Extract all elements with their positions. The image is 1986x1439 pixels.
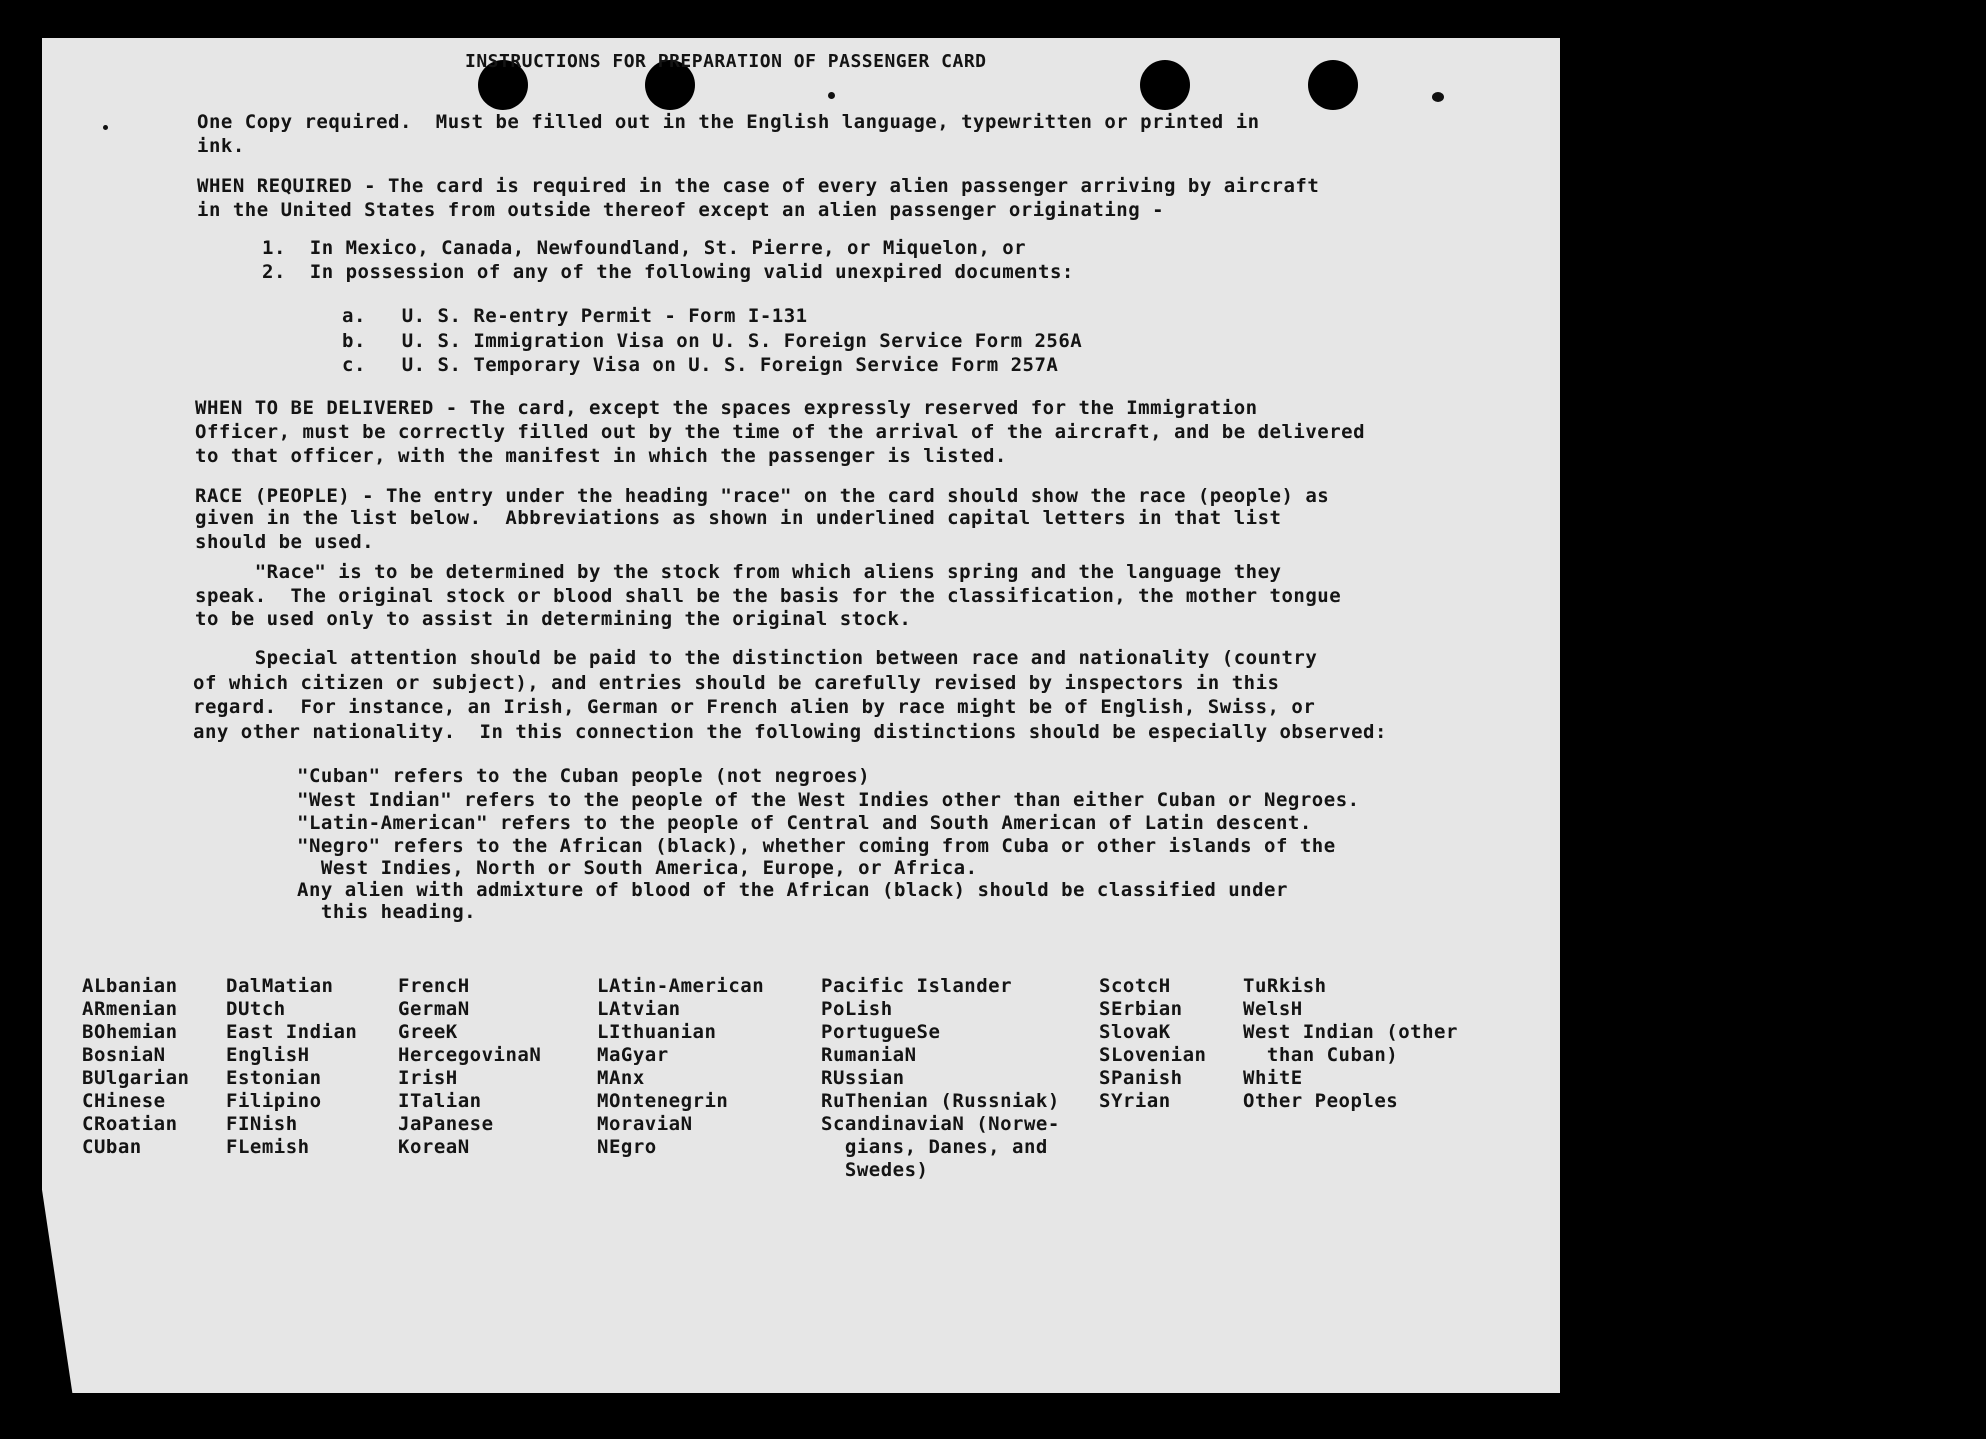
when-delivered-line: Officer, must be correctly filled out by the time of the arrival of the aircraft, and be delivered xyxy=(195,421,1366,443)
when-delivered-line: WHEN TO BE DELIVERED - The card, except the spaces expressly reserved for the Immigration xyxy=(195,397,1258,419)
people-entry: West Indian (other xyxy=(1243,1021,1458,1043)
people-entry: PortugueSe xyxy=(821,1021,941,1043)
special-attention-line: of which citizen or subject), and entries should be carefully revised by inspectors in this xyxy=(193,672,1280,694)
race-definition-line: to be used only to assist in determining the original stock. xyxy=(195,608,912,630)
race-definition-line: "Race" is to be determined by the stock from which aliens spring and the language they xyxy=(195,561,1282,583)
people-entry: SYrian xyxy=(1099,1090,1171,1112)
people-entry: FrencH xyxy=(398,975,470,997)
punch-hole xyxy=(1308,60,1358,110)
people-entry: MOntenegrin xyxy=(597,1090,729,1112)
people-entry: ARmenian xyxy=(82,998,178,1020)
when-required-line: WHEN REQUIRED - The card is required in the case of every alien passenger arriving by aircraft xyxy=(197,175,1320,197)
origin-item: 2. In possession of any of the following valid unexpired documents: xyxy=(262,261,1074,283)
people-entry: PoLish xyxy=(821,998,893,1020)
race-definition-line: speak. The original stock or blood shall be the basis for the classification, the mother tongue xyxy=(195,585,1342,607)
people-entry: BOhemian xyxy=(82,1021,178,1043)
origin-item: 1. In Mexico, Canada, Newfoundland, St. Pierre, or Miquelon, or xyxy=(262,237,1027,259)
people-entry: EnglisH xyxy=(226,1044,310,1066)
people-entry: Swedes) xyxy=(821,1159,929,1181)
people-entry: DalMatian xyxy=(226,975,334,997)
people-entry: MaGyar xyxy=(597,1044,669,1066)
people-entry: HercegovinaN xyxy=(398,1044,542,1066)
people-entry: LAtvian xyxy=(597,998,681,1020)
people-entry: Pacific Islander xyxy=(821,975,1013,997)
people-entry: BosniaN xyxy=(82,1044,166,1066)
page-title: INSTRUCTIONS FOR PREPARATION OF PASSENGER CARD xyxy=(465,51,987,72)
distinction-line: "Latin-American" refers to the people of Central and South American of Latin descent. xyxy=(297,812,1312,834)
when-required-line: in the United States from outside thereof except an alien passenger originating - xyxy=(197,199,1165,221)
people-entry: ALbanian xyxy=(82,975,178,997)
document-item: c. U. S. Temporary Visa on U. S. Foreign Service Form 257A xyxy=(342,354,1059,376)
people-entry: Estonian xyxy=(226,1067,322,1089)
people-entry: WelsH xyxy=(1243,998,1303,1020)
special-attention-line: regard. For instance, an Irish, German or French alien by race might be of English, Swiss, or xyxy=(193,696,1316,718)
people-entry: SLovenian xyxy=(1099,1044,1207,1066)
people-entry: KoreaN xyxy=(398,1136,470,1158)
when-delivered-line: to that officer, with the manifest in which the passenger is listed. xyxy=(195,445,1007,467)
people-entry: JaPanese xyxy=(398,1113,494,1135)
people-entry: MAnx xyxy=(597,1067,645,1089)
people-entry: Other Peoples xyxy=(1243,1090,1399,1112)
people-entry: RUssian xyxy=(821,1067,905,1089)
distinction-line: West Indies, North or South America, Europe, or Africa. xyxy=(297,857,978,879)
document-item: a. U. S. Re-entry Permit - Form I-131 xyxy=(342,305,808,327)
people-entry: RumaniaN xyxy=(821,1044,917,1066)
people-entry: GermaN xyxy=(398,998,470,1020)
intro-line: ink. xyxy=(197,135,245,157)
people-entry: NEgro xyxy=(597,1136,657,1158)
people-entry: gians, Danes, and xyxy=(821,1136,1048,1158)
distinction-line: this heading. xyxy=(297,901,477,923)
people-entry: DUtch xyxy=(226,998,286,1020)
race-line: given in the list below. Abbreviations as shown in underlined capital letters in that list xyxy=(195,507,1282,529)
distinction-line: "Negro" refers to the African (black), whether coming from Cuba or other islands of the xyxy=(297,835,1336,857)
people-entry: than Cuban) xyxy=(1243,1044,1399,1066)
people-entry: TuRkish xyxy=(1243,975,1327,997)
people-entry: WhitE xyxy=(1243,1067,1303,1089)
people-entry: RuThenian (Russniak) xyxy=(821,1090,1060,1112)
distinction-line: "Cuban" refers to the Cuban people (not negroes) xyxy=(297,765,871,787)
race-line: RACE (PEOPLE) - The entry under the heading "race" on the card should show the race (people) as xyxy=(195,485,1330,507)
people-entry: LIthuanian xyxy=(597,1021,717,1043)
peoples-column xyxy=(1243,975,1458,1113)
peoples-column xyxy=(821,975,1060,1182)
distinction-line: Any alien with admixture of blood of the African (black) should be classified under xyxy=(297,879,1288,901)
people-entry: BUlgarian xyxy=(82,1067,190,1089)
people-entry: SlovaK xyxy=(1099,1021,1171,1043)
intro-line: One Copy required. Must be filled out in the English language, typewritten or printed in xyxy=(197,111,1260,133)
people-entry: CHinese xyxy=(82,1090,166,1112)
people-entry: Filipino xyxy=(226,1090,322,1112)
punch-hole xyxy=(1140,60,1190,110)
people-entry: ITalian xyxy=(398,1090,482,1112)
document-item: b. U. S. Immigration Visa on U. S. Foreign Service Form 256A xyxy=(342,330,1083,352)
peoples-column xyxy=(398,975,541,1159)
people-entry: GreeK xyxy=(398,1021,458,1043)
race-line: should be used. xyxy=(195,531,375,553)
distinction-line: "West Indian" refers to the people of the West Indies other than either Cuban or Negroes. xyxy=(297,789,1360,811)
people-entry: FINish xyxy=(226,1113,298,1135)
special-attention-line: Special attention should be paid to the distinction between race and nationality (country xyxy=(195,647,1318,669)
people-entry: FLemish xyxy=(226,1136,310,1158)
people-entry: CUban xyxy=(82,1136,142,1158)
special-attention-line: any other nationality. In this connection the following distinctions should be especially observed: xyxy=(193,721,1387,743)
people-entry: ScotcH xyxy=(1099,975,1171,997)
people-entry: CRoatian xyxy=(82,1113,178,1135)
people-entry: MoraviaN xyxy=(597,1113,693,1135)
people-entry: IrisH xyxy=(398,1067,458,1089)
people-entry: ScandinaviaN (Norwe- xyxy=(821,1113,1060,1135)
people-entry: SPanish xyxy=(1099,1067,1183,1089)
peoples-column xyxy=(226,975,357,1159)
people-entry: SErbian xyxy=(1099,998,1183,1020)
peoples-column xyxy=(1099,975,1206,1113)
peoples-column xyxy=(82,975,189,1159)
peoples-column xyxy=(597,975,764,1159)
people-entry: East Indian xyxy=(226,1021,358,1043)
people-entry: LAtin-American xyxy=(597,975,765,997)
